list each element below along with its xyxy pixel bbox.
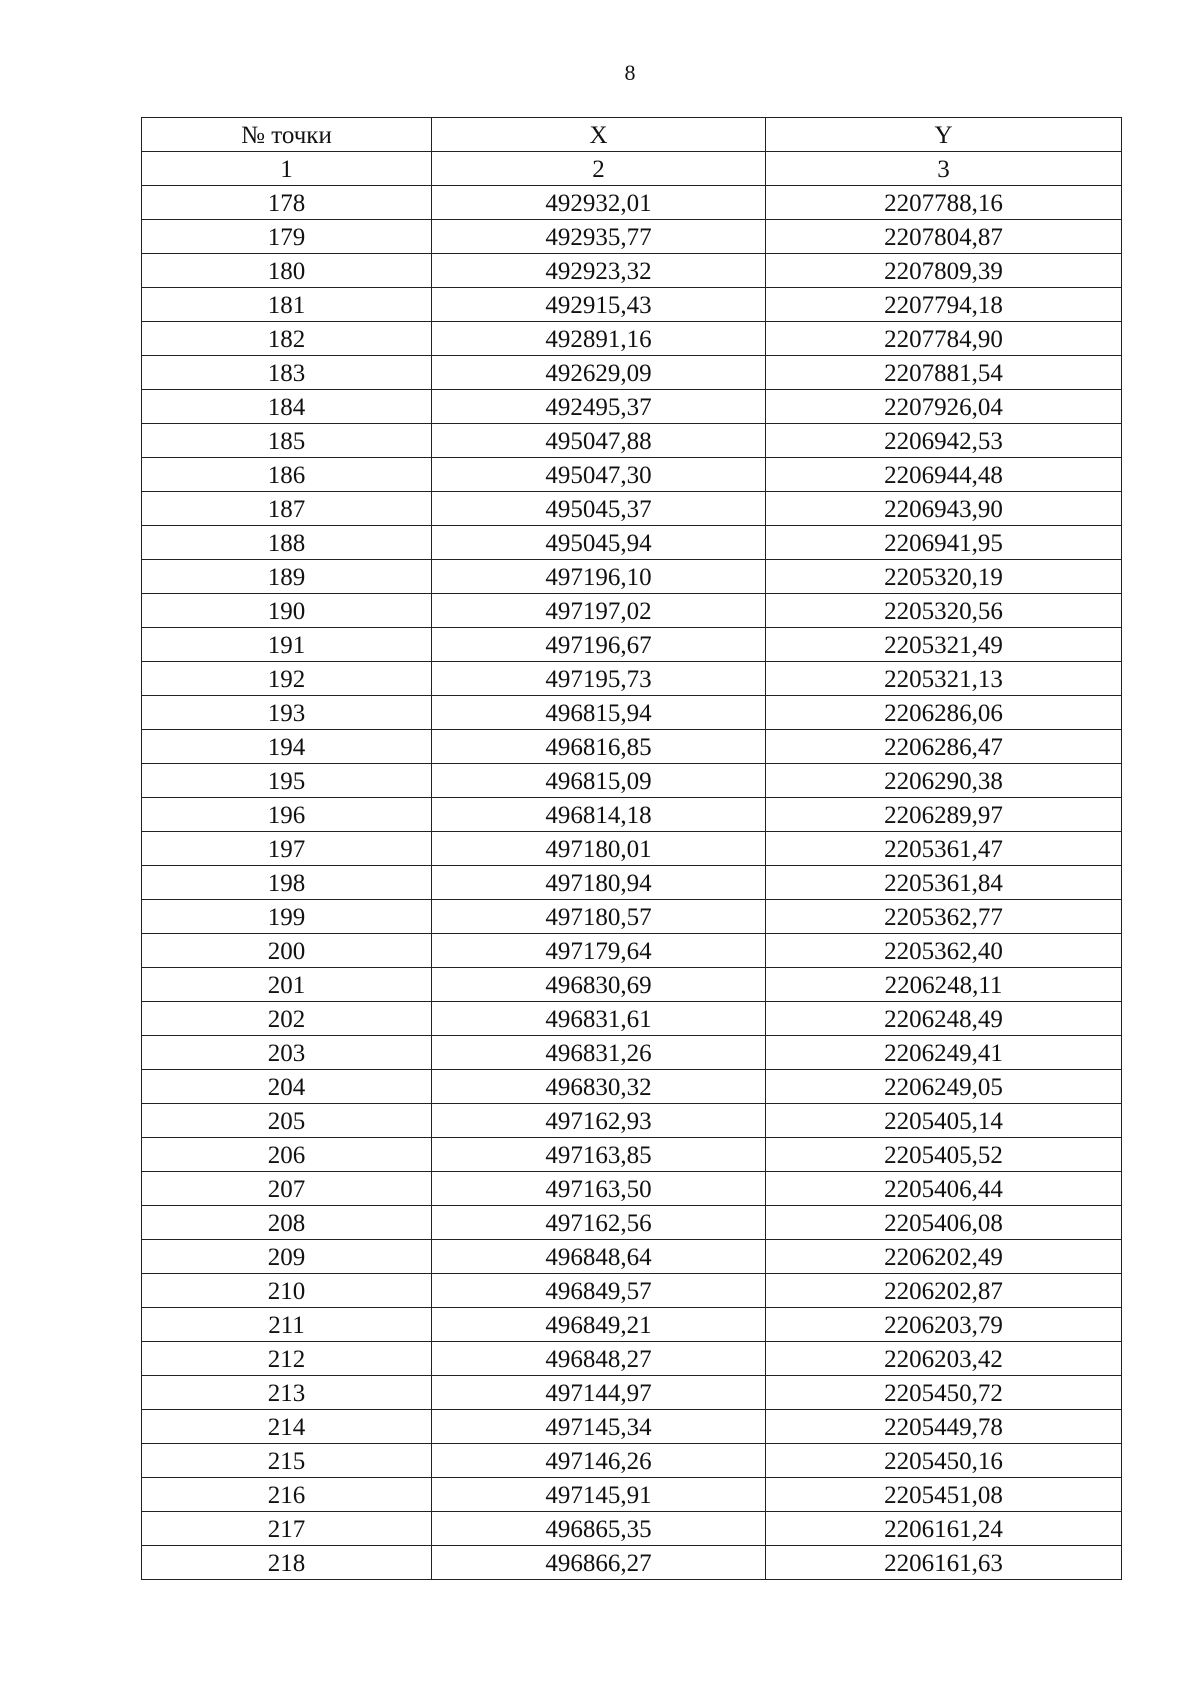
y-cell: 2206943,90 [766,492,1122,526]
point-number-cell: 210 [142,1274,432,1308]
table-row [142,628,1122,662]
x-cell: 492923,32 [432,254,766,288]
header-point-number: № точки [142,118,432,152]
point-number-cell: 196 [142,798,432,832]
table-row [142,1138,1122,1172]
y-cell: 2206249,05 [766,1070,1122,1104]
y-cell: 2206249,41 [766,1036,1122,1070]
x-cell: 496848,64 [432,1240,766,1274]
table-row [142,254,1122,288]
table-row [142,1308,1122,1342]
table-row [142,458,1122,492]
y-cell: 2206202,49 [766,1240,1122,1274]
table-row [142,594,1122,628]
header-x: X [432,118,766,152]
x-cell: 492629,09 [432,356,766,390]
table-row [142,356,1122,390]
table-row [142,798,1122,832]
x-cell: 496814,18 [432,798,766,832]
y-cell: 2205449,78 [766,1410,1122,1444]
x-cell: 497195,73 [432,662,766,696]
x-cell: 497179,64 [432,934,766,968]
x-cell: 496831,26 [432,1036,766,1070]
point-number-cell: 204 [142,1070,432,1104]
y-cell: 2206202,87 [766,1274,1122,1308]
table-row [142,1274,1122,1308]
y-cell: 2206286,06 [766,696,1122,730]
header-y: Y [766,118,1122,152]
point-number-cell: 188 [142,526,432,560]
x-cell: 497144,97 [432,1376,766,1410]
y-cell: 2205450,72 [766,1376,1122,1410]
x-cell: 496831,61 [432,1002,766,1036]
x-cell: 496815,09 [432,764,766,798]
point-number-cell: 181 [142,288,432,322]
x-cell: 497180,57 [432,900,766,934]
y-cell: 2205361,84 [766,866,1122,900]
y-cell: 2206290,38 [766,764,1122,798]
table-row [142,696,1122,730]
point-number-cell: 198 [142,866,432,900]
x-cell: 496830,32 [432,1070,766,1104]
point-number-cell: 195 [142,764,432,798]
x-cell: 496816,85 [432,730,766,764]
point-number-cell: 211 [142,1308,432,1342]
table-row [142,1002,1122,1036]
point-number-cell: 180 [142,254,432,288]
y-cell: 2207809,39 [766,254,1122,288]
x-cell: 496849,57 [432,1274,766,1308]
x-cell: 497196,10 [432,560,766,594]
table-row [142,730,1122,764]
point-number-cell: 218 [142,1546,432,1580]
table-row [142,322,1122,356]
column-number-3: 3 [766,152,1122,186]
y-cell: 2205361,47 [766,832,1122,866]
y-cell: 2207881,54 [766,356,1122,390]
table-row [142,390,1122,424]
point-number-cell: 178 [142,186,432,220]
point-number-cell: 217 [142,1512,432,1546]
point-number-cell: 183 [142,356,432,390]
table-row [142,1240,1122,1274]
y-cell: 2205405,14 [766,1104,1122,1138]
y-cell: 2206161,63 [766,1546,1122,1580]
table-body [142,186,1122,1580]
point-number-cell: 191 [142,628,432,662]
x-cell: 492932,01 [432,186,766,220]
y-cell: 2205320,56 [766,594,1122,628]
x-cell: 492915,43 [432,288,766,322]
x-cell: 497146,26 [432,1444,766,1478]
point-number-cell: 193 [142,696,432,730]
x-cell: 496815,94 [432,696,766,730]
x-cell: 495045,37 [432,492,766,526]
coordinates-table [141,117,1122,1580]
y-cell: 2205320,19 [766,560,1122,594]
x-cell: 496865,35 [432,1512,766,1546]
table-row [142,1172,1122,1206]
table-row [142,186,1122,220]
point-number-cell: 206 [142,1138,432,1172]
point-number-cell: 202 [142,1002,432,1036]
y-cell: 2205362,77 [766,900,1122,934]
x-cell: 495047,30 [432,458,766,492]
x-cell: 495045,94 [432,526,766,560]
y-cell: 2206203,42 [766,1342,1122,1376]
point-number-cell: 199 [142,900,432,934]
x-cell: 497162,93 [432,1104,766,1138]
x-cell: 496848,27 [432,1342,766,1376]
point-number-cell: 203 [142,1036,432,1070]
x-cell: 492891,16 [432,322,766,356]
y-cell: 2206944,48 [766,458,1122,492]
point-number-cell: 186 [142,458,432,492]
table-row [142,900,1122,934]
point-number-cell: 185 [142,424,432,458]
y-cell: 2207804,87 [766,220,1122,254]
table-row [142,764,1122,798]
point-number-cell: 207 [142,1172,432,1206]
x-cell: 492495,37 [432,390,766,424]
y-cell: 2205321,13 [766,662,1122,696]
point-number-cell: 205 [142,1104,432,1138]
table-row [142,560,1122,594]
y-cell: 2205450,16 [766,1444,1122,1478]
y-cell: 2207794,18 [766,288,1122,322]
x-cell: 492935,77 [432,220,766,254]
column-number-row [142,152,1122,186]
table-row [142,1036,1122,1070]
x-cell: 496866,27 [432,1546,766,1580]
table-row [142,492,1122,526]
point-number-cell: 190 [142,594,432,628]
table-row [142,1342,1122,1376]
x-cell: 497163,85 [432,1138,766,1172]
y-cell: 2206248,49 [766,1002,1122,1036]
y-cell: 2205406,44 [766,1172,1122,1206]
header-row [142,118,1122,152]
table-row [142,1070,1122,1104]
table-row [142,934,1122,968]
column-number-1: 1 [142,152,432,186]
point-number-cell: 197 [142,832,432,866]
y-cell: 2207784,90 [766,322,1122,356]
table-row [142,1206,1122,1240]
table-row [142,220,1122,254]
point-number-cell: 187 [142,492,432,526]
point-number-cell: 212 [142,1342,432,1376]
column-number-2: 2 [432,152,766,186]
point-number-cell: 189 [142,560,432,594]
point-number-cell: 200 [142,934,432,968]
y-cell: 2205451,08 [766,1478,1122,1512]
table-row [142,1512,1122,1546]
y-cell: 2205362,40 [766,934,1122,968]
point-number-cell: 201 [142,968,432,1002]
x-cell: 497162,56 [432,1206,766,1240]
y-cell: 2206286,47 [766,730,1122,764]
table-row [142,526,1122,560]
point-number-cell: 184 [142,390,432,424]
table-row [142,1546,1122,1580]
x-cell: 496830,69 [432,968,766,1002]
point-number-cell: 192 [142,662,432,696]
y-cell: 2206942,53 [766,424,1122,458]
page-number: 8 [624,60,636,85]
y-cell: 2205406,08 [766,1206,1122,1240]
point-number-cell: 213 [142,1376,432,1410]
y-cell: 2206289,97 [766,798,1122,832]
y-cell: 2207788,16 [766,186,1122,220]
point-number-cell: 182 [142,322,432,356]
y-cell: 2206203,79 [766,1308,1122,1342]
y-cell: 2205321,49 [766,628,1122,662]
table-row [142,424,1122,458]
table-row [142,1376,1122,1410]
x-cell: 497145,91 [432,1478,766,1512]
table-row [142,1104,1122,1138]
table-row [142,832,1122,866]
x-cell: 495047,88 [432,424,766,458]
x-cell: 497145,34 [432,1410,766,1444]
point-number-cell: 208 [142,1206,432,1240]
point-number-cell: 194 [142,730,432,764]
table-row [142,1444,1122,1478]
point-number-cell: 214 [142,1410,432,1444]
table-row [142,1478,1122,1512]
table-row [142,1410,1122,1444]
x-cell: 497163,50 [432,1172,766,1206]
y-cell: 2206941,95 [766,526,1122,560]
x-cell: 497180,01 [432,832,766,866]
point-number-cell: 215 [142,1444,432,1478]
y-cell: 2206248,11 [766,968,1122,1002]
x-cell: 496849,21 [432,1308,766,1342]
point-number-cell: 216 [142,1478,432,1512]
table-row [142,288,1122,322]
point-number-cell: 179 [142,220,432,254]
point-number-cell: 209 [142,1240,432,1274]
y-cell: 2207926,04 [766,390,1122,424]
x-cell: 497197,02 [432,594,766,628]
table-row [142,968,1122,1002]
y-cell: 2205405,52 [766,1138,1122,1172]
table-row [142,866,1122,900]
x-cell: 497180,94 [432,866,766,900]
x-cell: 497196,67 [432,628,766,662]
y-cell: 2206161,24 [766,1512,1122,1546]
table-row [142,662,1122,696]
